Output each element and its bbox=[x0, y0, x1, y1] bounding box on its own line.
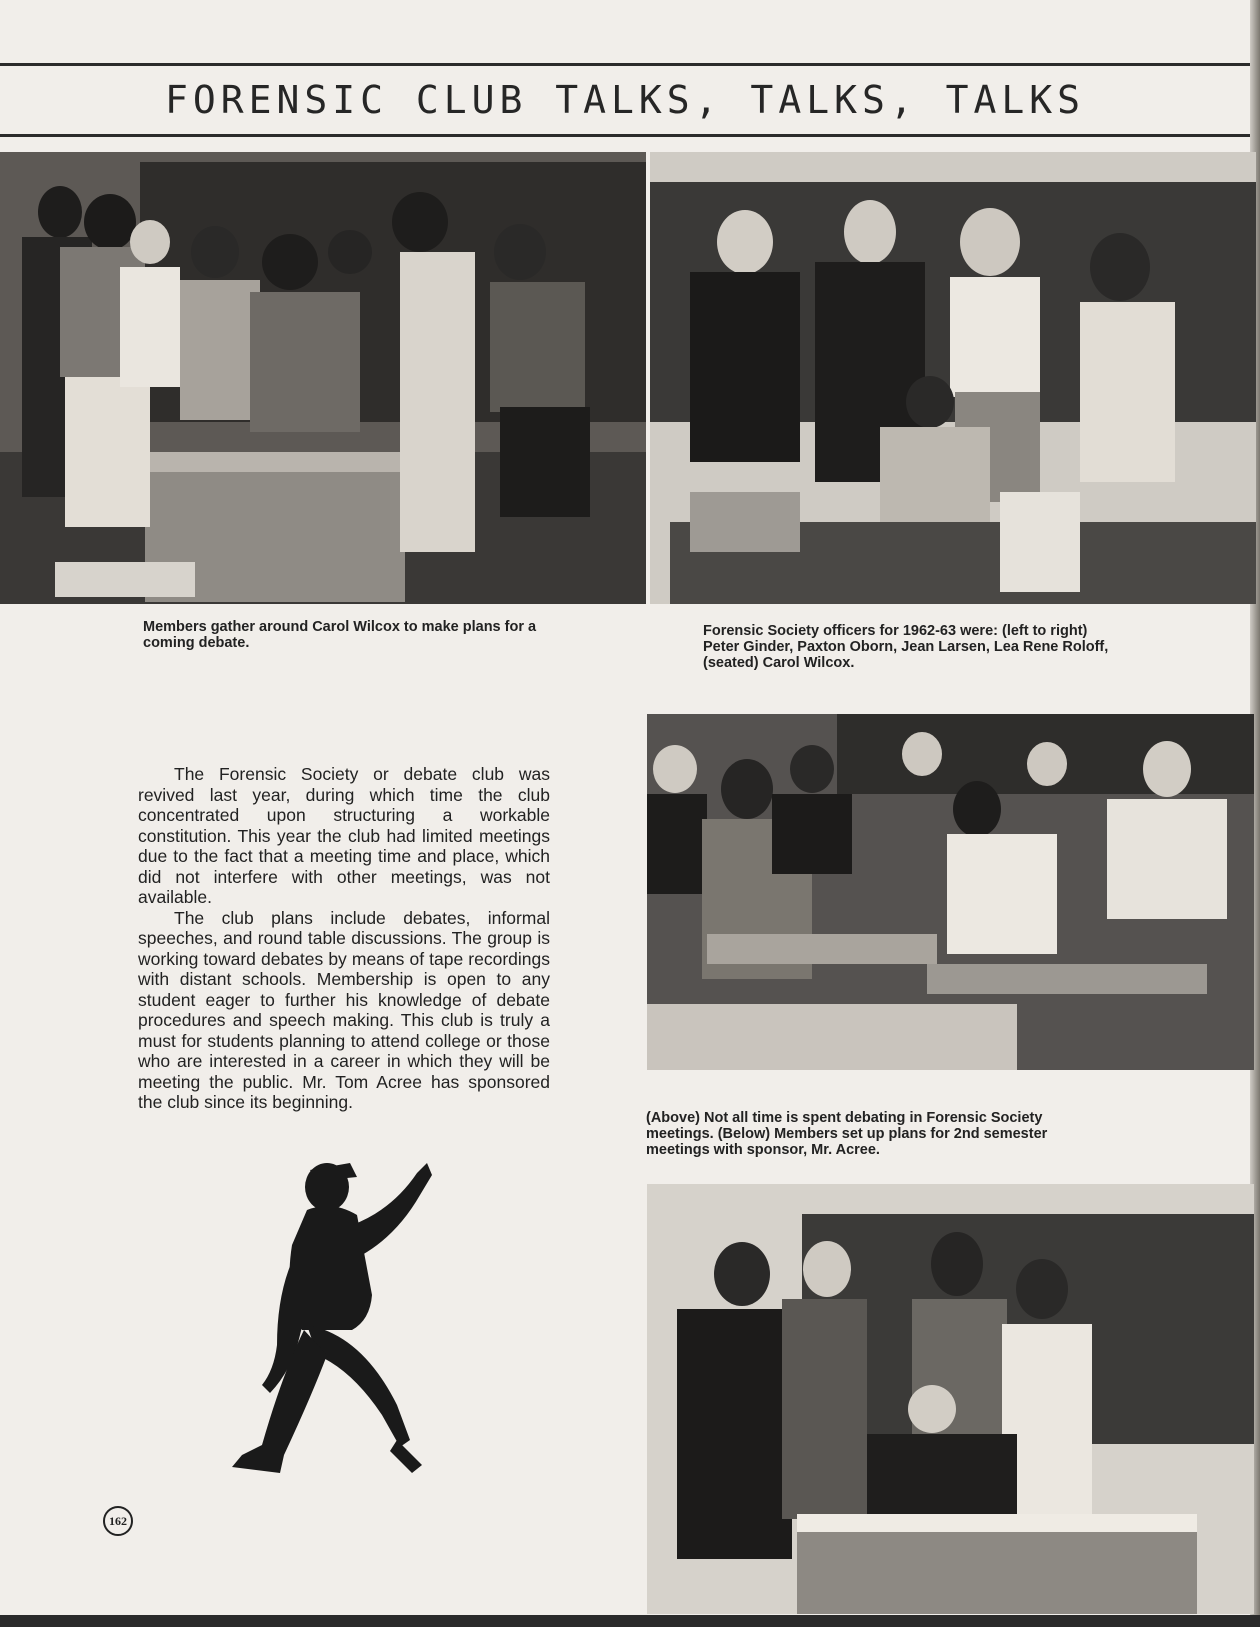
sponsor-meeting-photo-art bbox=[647, 1184, 1254, 1614]
classroom-meeting-caption: (Above) Not all time is spent debating in Forensic Society meetings. (Below) Members set up plans for 2nd semester meetings with sponsor, Mr. Acree. bbox=[646, 1110, 1048, 1158]
sponsor-meeting-photo bbox=[647, 1184, 1254, 1614]
article-paragraph: The Forensic Society or debate club was revived last year, during which time the club concentrated upon structuring a workable constitution. This year the club had limited meetings due to the fact that a meeting time and place, which did not interfere with other meetings, was not available. bbox=[138, 764, 550, 907]
members-gather-photo-art bbox=[0, 152, 646, 604]
article-paragraph: The club plans include debates, informal speeches, and round table discussions. The group is working toward debates by means of tape recordings with distant schools. Membership is open to any student eager to further his knowledge of debate procedures and speech making. This club is truly a must for students planning to attend college or those who are interested in a career in which they will be meeting the public. Mr. Tom Acree has sponsored the club since its beginning. bbox=[138, 907, 550, 1112]
title-rule bbox=[0, 134, 1250, 137]
officers-caption: Forensic Society officers for 1962-63 were: (left to right) Peter Ginder, Paxton Oborn, Jean Larsen, Lea Rene Roloff, (seated) Carol Wilcox. bbox=[703, 623, 1109, 671]
article-body bbox=[138, 764, 550, 1113]
classroom-meeting-photo-art bbox=[647, 714, 1254, 1070]
officers-photo-art bbox=[650, 152, 1256, 604]
page-title: FORENSIC CLUB TALKS, TALKS, TALKS bbox=[165, 78, 1085, 122]
page-number: 162 bbox=[103, 1506, 133, 1536]
running-figure-icon-art bbox=[222, 1155, 442, 1500]
page-bottom-edge bbox=[0, 1615, 1260, 1627]
officers-photo bbox=[650, 152, 1256, 604]
members-gather-photo bbox=[0, 152, 646, 604]
top-rule bbox=[0, 63, 1250, 66]
members-gather-caption: Members gather around Carol Wilcox to make plans for a coming debate. bbox=[143, 619, 537, 651]
running-figure-icon bbox=[222, 1155, 442, 1500]
classroom-meeting-photo bbox=[647, 714, 1254, 1070]
